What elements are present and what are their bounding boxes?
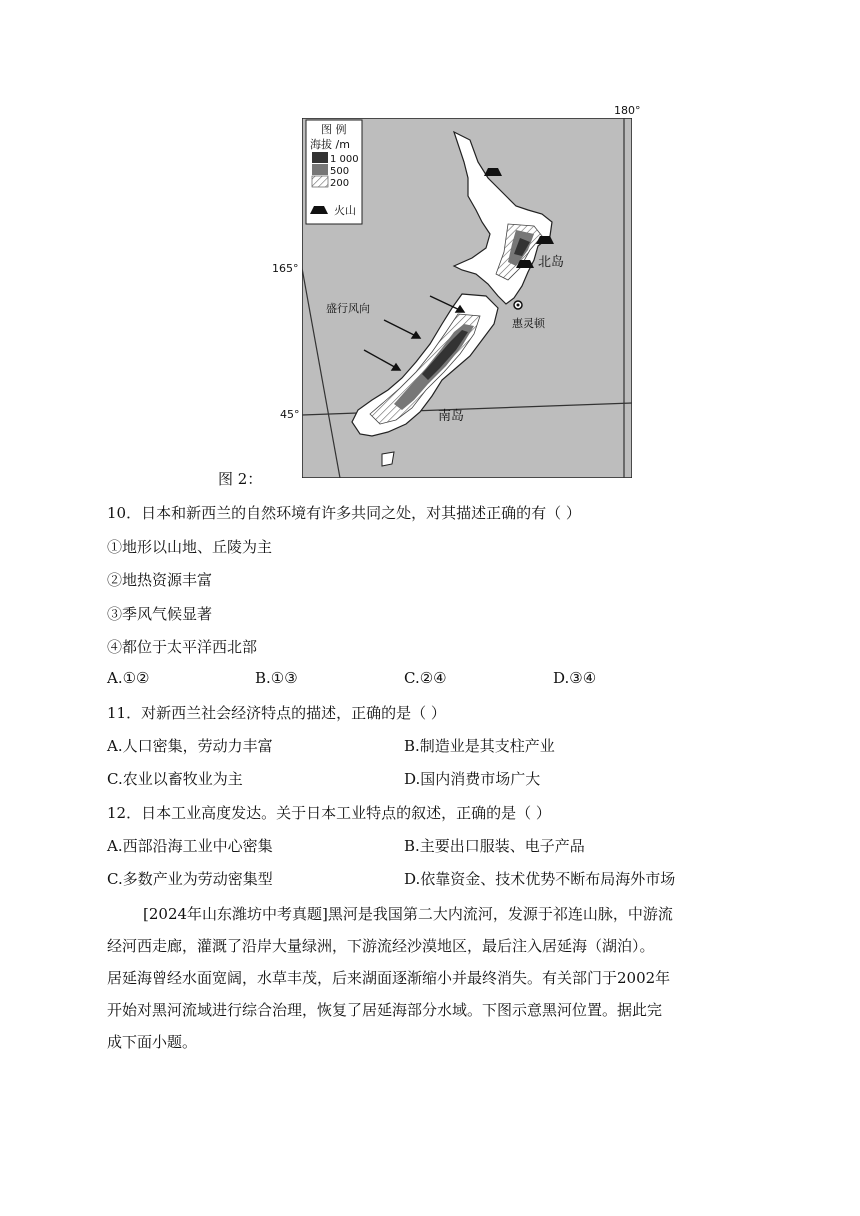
q10-option-b[interactable]: B.①③ [255, 669, 298, 687]
q10-item-1: ①地形以山地、丘陵为主 [107, 538, 273, 556]
q11-option-b[interactable]: B.制造业是其支柱产业 [404, 737, 555, 755]
figure-caption: 图 2： [218, 470, 263, 488]
q12-option-c[interactable]: C.多数产业为劳动密集型 [107, 870, 273, 888]
label-lat-45: 45° [280, 408, 300, 421]
q10-stem: 10．日本和新西兰的自然环境有许多共同之处，对其描述正确的有（ ） [107, 504, 581, 522]
legend-level-500: 500 [330, 166, 350, 177]
label-lon-180: 180° [614, 104, 641, 117]
q12-option-a[interactable]: A.西部沿海工业中心密集 [107, 837, 273, 855]
legend-level-200: 200 [330, 178, 350, 189]
q10-item-2: ②地热资源丰富 [107, 571, 213, 589]
q11-option-c[interactable]: C.农业以畜牧业为主 [107, 770, 243, 788]
label-north-island: 北岛 [538, 255, 565, 270]
passage-line-4: 开始对黑河流域进行综合治理，恢复了居延海部分水域。下图示意黑河位置。据此完 [107, 1001, 663, 1019]
label-lon-165: 165° [272, 262, 299, 275]
q10-item-4: ④都位于太平洋西北部 [107, 638, 258, 656]
passage-line-2: 经河西走廊，灌溉了沿岸大量绿洲，下游流经沙漠地区，最后注入居延海（湖泊）。 [107, 937, 655, 955]
heihe-passage [107, 898, 757, 1058]
q10-item-3: ③季风气候显著 [107, 605, 213, 623]
new-zealand-map [302, 118, 632, 478]
q11-option-a[interactable]: A.人口密集，劳动力丰富 [107, 737, 273, 755]
passage-line-3: 居延海曾经水面宽阔，水草丰茂，后来湖面逐渐缩小并最终消失。有关部门于2002年 [107, 969, 671, 987]
q10-option-d[interactable]: D.③④ [553, 669, 597, 687]
passage-line-5: 成下面小题。 [107, 1033, 198, 1051]
q11-option-d[interactable]: D.国内消费市场广大 [404, 770, 541, 788]
passage-line-1: [2024年山东潍坊中考真题]黑河是我国第二大内流河，发源于祁连山脉，中游流 [143, 905, 673, 923]
q12-option-b[interactable]: B.主要出口服装、电子产品 [404, 837, 585, 855]
legend-volcano: 火山 [334, 204, 356, 217]
label-south-island: 南岛 [438, 409, 465, 424]
q12-option-d[interactable]: D.依靠资金、技术优势不断布局海外市场 [404, 870, 676, 888]
legend-level-1000: 1 000 [330, 154, 359, 165]
q10-option-a[interactable]: A.①② [107, 669, 150, 687]
q12-stem: 12．日本工业高度发达。关于日本工业特点的叙述，正确的是（ ） [107, 804, 551, 822]
label-wellington: 惠灵顿 [512, 317, 545, 330]
q10-option-c[interactable]: C.②④ [404, 669, 447, 687]
q11-stem: 11．对新西兰社会经济特点的描述，正确的是（ ） [107, 704, 446, 722]
legend-title: 图 例 [321, 123, 347, 136]
label-wind: 盛行风向 [326, 302, 370, 315]
legend-unit: 海拔 /m [310, 138, 350, 151]
